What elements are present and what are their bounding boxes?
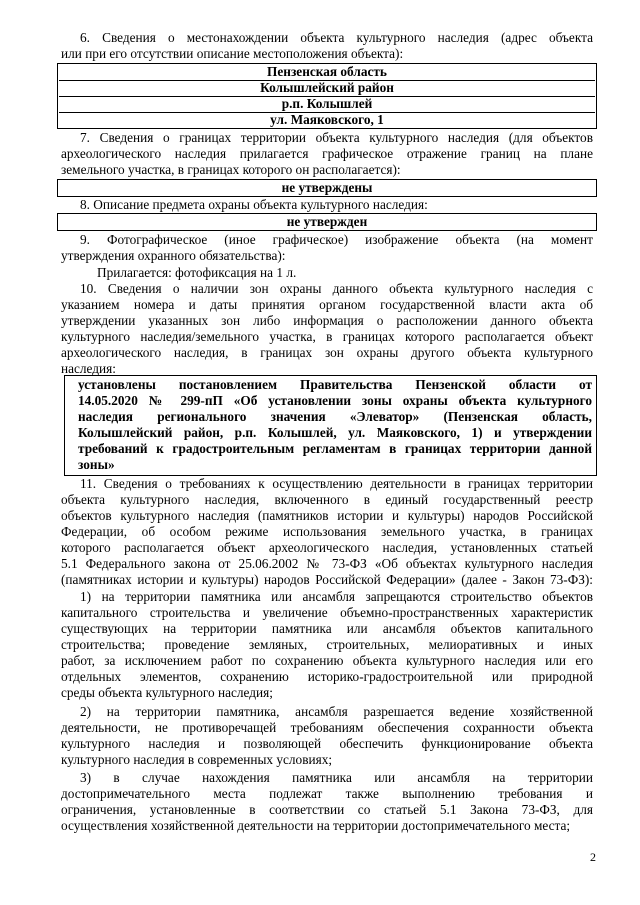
item7-line-2: археологического наследия прилагается графическое отражение границ на плане <box>61 146 593 161</box>
territory-box <box>57 179 597 197</box>
territory-value: не утверждены <box>281 180 373 195</box>
item9-line-1: 9. Фотографическое (иное графическое) изображение объекта (на момент <box>80 232 593 247</box>
item8-line: 8. Описание предмета охраны объекта культурного наследия: <box>80 197 428 212</box>
zones-box <box>64 375 597 476</box>
item10-line-3: утверждении указанных зон либо информация о расположении данного объекта <box>61 313 593 328</box>
item10-line-1: 10. Сведения о наличии зон охраны данного объекта культурного наследия с <box>80 281 593 296</box>
address-table <box>57 63 597 129</box>
item11-p1-line-6: отдельных элементов, сохранению историко-градостроительной или природной <box>61 669 593 684</box>
item11-p3-line-1: 3) в случае нахождения памятника или ансамбля на территории <box>80 770 593 785</box>
item11-line-4: Федерации, об особом режиме использования земельного участка, в границах <box>61 524 593 539</box>
item11-p1-line-5: работ, за исключением работ по сохранению объекта культурного наследия или его <box>61 653 593 668</box>
item10-line-5: археологического наследия, в границах зон охраны другого объекта культурного <box>61 345 593 360</box>
item11-p2-line-4: культурного наследия в современных условиях; <box>61 752 333 767</box>
item10-line-6: наследия: <box>61 361 116 376</box>
item11-line-5: которого располагается объект археологического наследия, установленных статьей <box>61 540 593 555</box>
zones-line-3: наследия регионального значения «Элеватор» (Пензенская область, <box>78 409 592 424</box>
address-settlement: р.п. Колышлей <box>281 96 373 111</box>
item11-p3-line-4: осуществления хозяйственной деятельности на территории достопримечательного места; <box>61 818 571 833</box>
item11-line-3: объектов культурного наследия (памятников истории и культуры) народов Российской <box>61 508 593 523</box>
item7-line-1: 7. Сведения о границах территории объекта культурного наследия (для объектов <box>80 130 593 145</box>
item11-p1-line-7: среды объекта культурного наследия; <box>61 685 273 700</box>
item11-p3-line-2: достопримечательного места подлежат также выполнению требования и <box>61 786 593 801</box>
item11-p1-line-2: капитального строительства и увеличение объемно-пространственных характеристик <box>61 605 593 620</box>
item11-p1-line-3: существующих на территории памятника или ансамбля объектов капитального <box>61 621 593 636</box>
item11-line-2: объекта культурного наследия, включенного в единый государственный реестр <box>61 492 593 507</box>
item11-p3-line-3: ограничения, установленные в соответствии со статьей 5.1 Закона 73-ФЗ, для <box>61 802 593 817</box>
item9-line-2: утверждения охранного обязательства): <box>61 248 286 263</box>
item11-line-1: 11. Сведения о требованиях к осуществлению деятельности в границах территории <box>80 476 593 491</box>
address-district: Колышлейский район <box>260 80 394 95</box>
zones-line-2: 14.05.2020 № 299-пП «Об установлении зоны охраны объекта культурного <box>78 393 592 408</box>
protection-value: не утвержден <box>286 214 368 229</box>
item10-line-2: указанием номера и даты принятия органом государственной власти акта об <box>61 297 593 312</box>
zones-line-6: зоны» <box>78 457 115 472</box>
item11-line-7: (памятниках истории и культуры) народов Российской Федерации» (далее - Закон 73-ФЗ): <box>61 572 593 587</box>
item11-p2-line-3: культурного наследия и позволяющей обеспечить функционирование объекта <box>61 736 593 751</box>
zones-line-4: Колышлейский район, р.п. Колышлей, ул. Маяковского, 1) и утверждении <box>78 425 592 440</box>
item6-line-1: 6. Сведения о местонахождении объекта культурного наследия (адрес объекта <box>80 30 593 45</box>
zones-line-5: требований к градостроительным регламентам в границах территории данной <box>78 441 592 456</box>
page-number: 2 <box>590 850 596 864</box>
item11-p1-line-4: строительства; проведение земляных, строительных, мелиоративных и иных <box>61 637 593 652</box>
item7-line-3: земельного участка, в границах которого он располагается): <box>61 162 401 177</box>
item6-line-2: или при его отсутствии описание местоположения объекта): <box>61 46 404 61</box>
address-street: ул. Маяковского, 1 <box>270 112 384 127</box>
item11-line-6: 5.1 Федерального закона от 25.06.2002 № 73-ФЗ «Об объектах культурного наследия <box>61 556 593 571</box>
item11-p2-line-1: 2) на территории памятника, ансамбля разрешается ведение хозяйственной <box>80 704 593 719</box>
protection-box <box>57 213 597 231</box>
address-region: Пензенская область <box>267 64 387 79</box>
item9-attachment: Прилагается: фотофиксация на 1 л. <box>97 265 297 280</box>
item11-p1-line-1: 1) на территории памятника или ансамбля запрещаются строительство объектов <box>80 589 593 604</box>
item10-line-4: культурного наследия/земельного участка, в границах которого располагается объект <box>61 329 593 344</box>
zones-line-1: установлены постановлением Правительства Пензенской области от <box>78 377 592 392</box>
item11-p2-line-2: деятельности, не противоречащей требованиям обеспечения сохранности объекта <box>61 720 593 735</box>
